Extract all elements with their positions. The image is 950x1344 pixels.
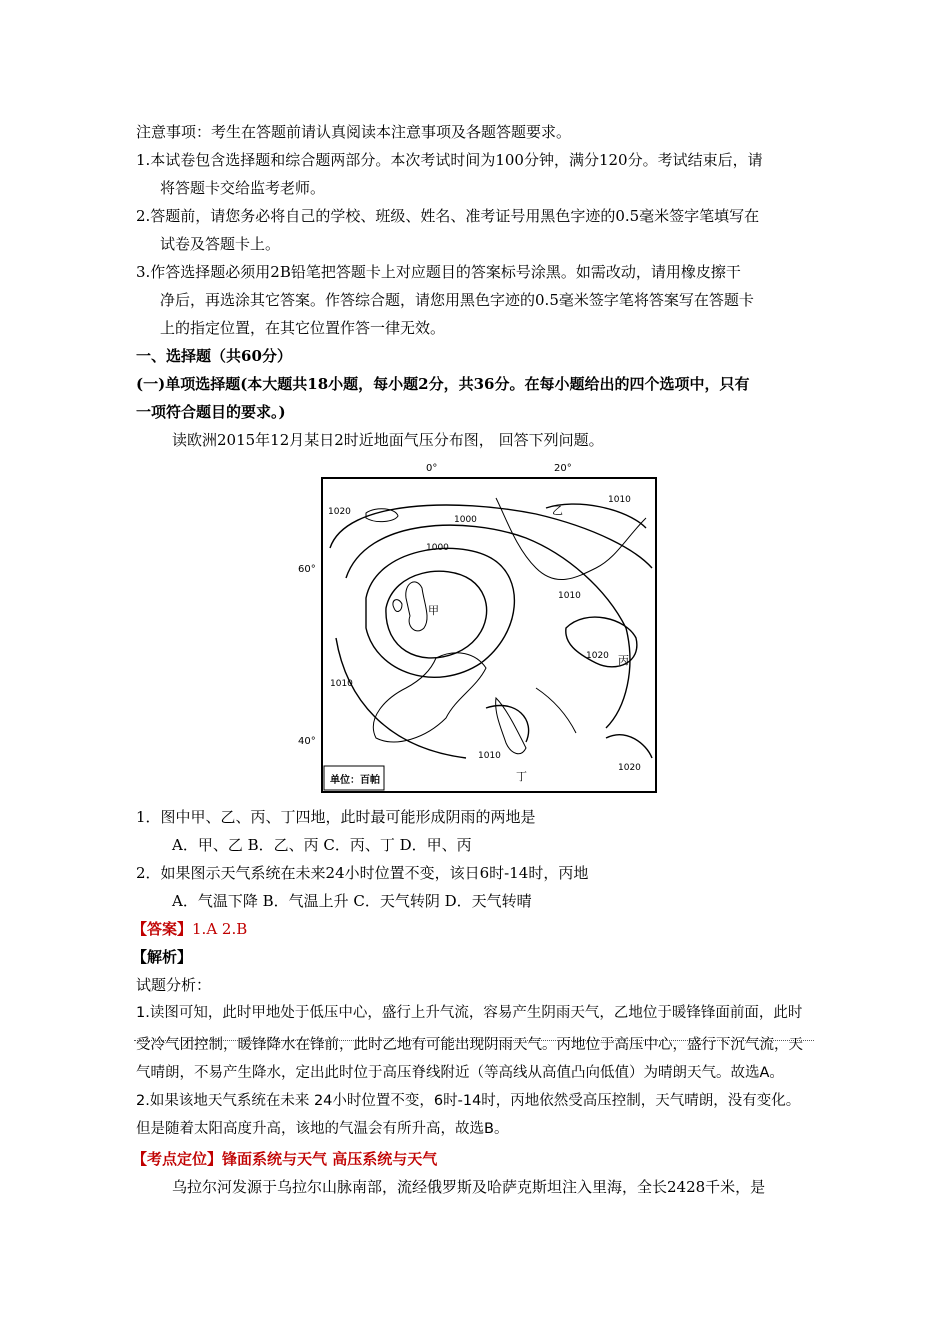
answer-label: 【答案】: [132, 920, 193, 938]
analysis-p1: 1.读图可知，此时甲地处于低压中心，盛行上升气流，容易产生阴雨天气，乙地位于暖锋锋面前面，此时: [136, 1005, 803, 1021]
place-jia: 甲: [428, 604, 439, 617]
isobar-label-9: 1010: [558, 591, 581, 601]
pressure-map-figure: [298, 458, 660, 794]
question-2: 2．如果图示天气系统在未来24小时位置不变，该日6时-14时，丙地: [136, 864, 589, 882]
isobar-label-6: 1020: [586, 651, 609, 661]
isobar-label-3: 1000: [426, 543, 449, 553]
analysis-intro: 试题分析：: [136, 976, 212, 994]
notice-item-2-cont: 试卷及答题卡上。: [160, 235, 281, 253]
analysis-label: 【解析】: [132, 948, 193, 966]
question-2-options: A．气温下降 B．气温上升 C．天气转阴 D．天气转晴: [172, 892, 532, 910]
isobar-label-7: 1010: [478, 751, 501, 761]
section-title: 一、选择题（共60分）: [136, 347, 292, 365]
notice-item-3-cont: 净后，再选涂其它答案。作答综合题，请您用黑色字迹的0.5毫米签字笔将答案写在答题卡: [160, 291, 754, 309]
section-subtitle: (一)单项选择题(本大题共18小题，每小题2分，共36分。在每小题给出的四个选项中，只有: [136, 375, 750, 393]
analysis-p1-cont2: 气晴朗，不易产生降水，定出此时位于高压脊线附近（等高线从高值凸向低值）为晴朗天气。故选A。: [136, 1065, 784, 1081]
unit-label: 单位：百帕: [330, 775, 380, 786]
lon-label-20: 20°: [554, 463, 572, 474]
notice-item-1-cont: 将答题卡交给监考老师。: [160, 179, 326, 197]
question-intro: 读欧洲2015年12月某日2时近地面气压分布图， 回答下列问题。: [172, 431, 604, 449]
pressure-map: [298, 458, 660, 794]
analysis-p2-cont: 但是随着太阳高度升高，该地的气温会有所升高，故选B。: [136, 1121, 509, 1137]
lon-label-0: 0°: [426, 463, 438, 474]
question-1-options: A．甲、乙 B．乙、丙 C．丙、丁 D．甲、丙: [172, 836, 472, 854]
section-subtitle-cont: 一项符合题目的要求。): [136, 403, 286, 421]
notice-item-3-cont2: 上的指定位置，在其它位置作答一律无效。: [160, 319, 446, 337]
answer-text: 1.A 2.B: [192, 920, 248, 938]
notice-heading: 注意事项：考生在答题前请认真阅读本注意事项及各题答题要求。: [136, 123, 572, 141]
next-question-intro: 乌拉尔河发源于乌拉尔山脉南部，流经俄罗斯及哈萨克斯坦注入里海，全长2428千米，是: [172, 1178, 766, 1196]
isobar-label-8: 1020: [618, 763, 641, 773]
kaodian-label: 【考点定位】: [132, 1150, 223, 1168]
place-ding: 丁: [516, 770, 527, 783]
notice-item-1: 1.本试卷包含选择题和综合题两部分。本次考试时间为100分钟，满分120分。考试结束后，请: [136, 151, 763, 169]
isobar-label-4: 1010: [608, 495, 631, 505]
analysis-p2: 2.如果该地天气系统在未来 24小时位置不变，6时-14时，丙地依然受高压控制，天气晴朗，没有变化。: [136, 1093, 801, 1109]
map-frame: [322, 478, 656, 792]
kaodian-line: [132, 1148, 437, 1170]
notice-item-2: 2.答题前，请您务必将自己的学校、班级、姓名、准考证号用黑色字迹的0.5毫米签字笔填写在: [136, 207, 760, 225]
notice-item-3: 3.作答选择题必须用2B铅笔把答题卡上对应题目的答案标号涂黑。如需改动，请用橡皮擦干: [136, 263, 741, 281]
isobar-label-2: 1000: [454, 515, 477, 525]
place-yi: 乙: [552, 504, 563, 517]
lat-label-40: 40°: [298, 736, 316, 747]
kaodian-text: 锋面系统与天气 高压系统与天气: [222, 1150, 438, 1168]
isobar-label-5: 1010: [330, 679, 353, 689]
question-1: 1．图中甲、乙、丙、丁四地，此时最可能形成阴雨的两地是: [136, 808, 536, 826]
place-bing: 丙: [618, 654, 629, 667]
lat-label-60: 60°: [298, 564, 316, 575]
isobar-label-1: 1020: [328, 507, 351, 517]
answer-line: [132, 918, 247, 940]
analysis-p1-cont: 受冷气团控制，暖锋降水在锋前，此时乙地有可能出现阴雨天气。丙地位于高压中心，盛行下沉气流，天: [136, 1037, 803, 1053]
